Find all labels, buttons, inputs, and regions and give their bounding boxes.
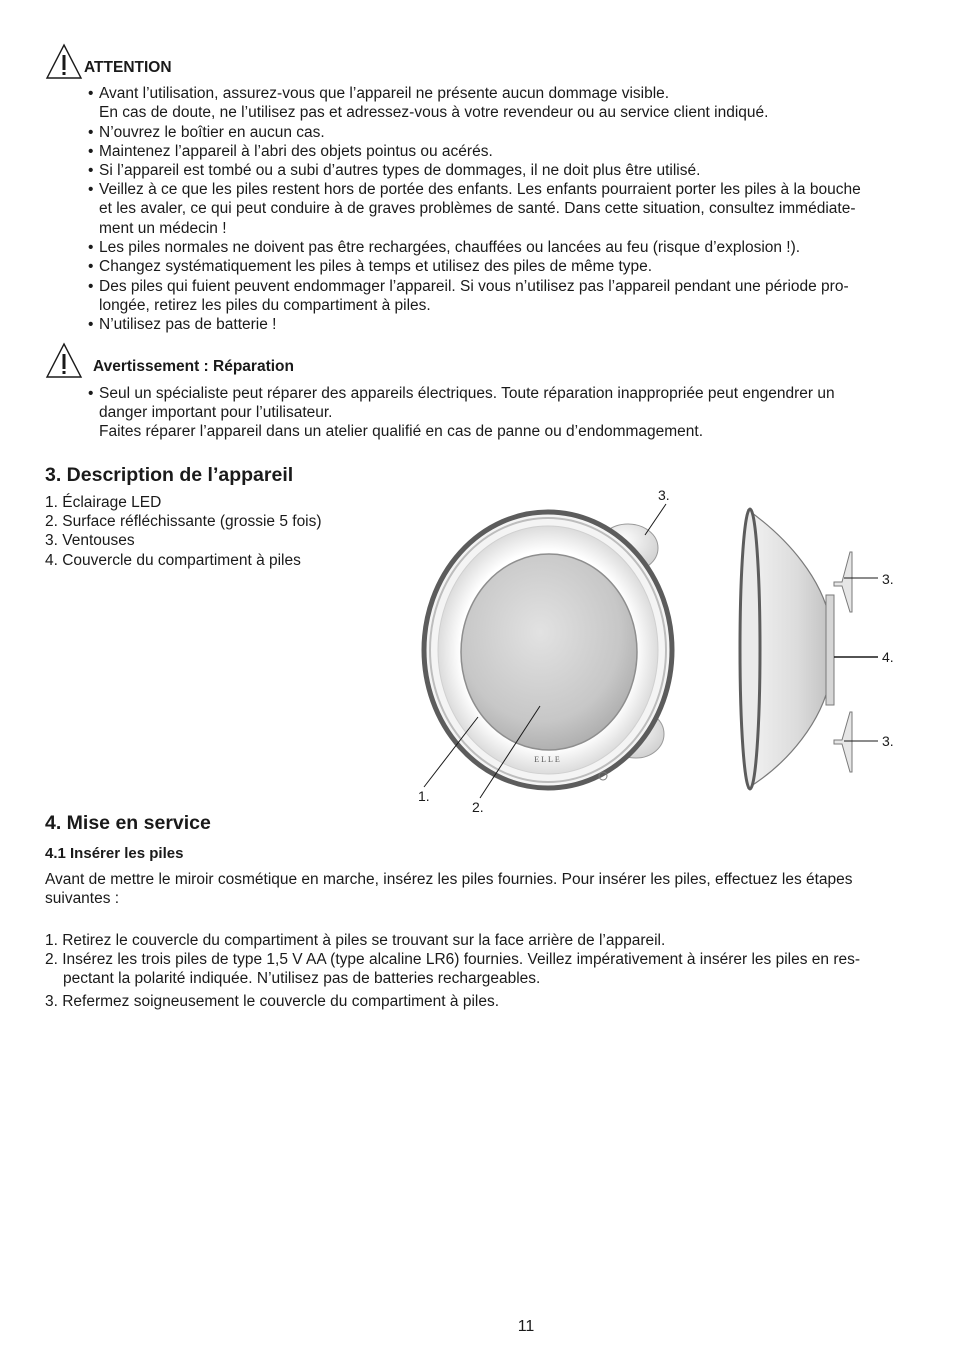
section-4-title: 4. Mise en service xyxy=(45,812,211,834)
attention-item-8-line-2: longée, retirez les piles du compartiment à piles. xyxy=(99,297,431,314)
component-list-item-4: 4. Couvercle du compartiment à piles xyxy=(45,552,301,569)
callout-label-led: 1. xyxy=(418,788,430,804)
warning-triangle-icon xyxy=(45,43,83,81)
attention-title: ATTENTION xyxy=(84,59,172,76)
component-list-item-2: 2. Surface réfléchissante (grossie 5 fois) xyxy=(45,513,322,530)
attention-item-5: • Veillez à ce que les piles restent hors de portée des enfants. Les enfants pourraient porter les piles à la bouche xyxy=(88,181,861,198)
repair-item-1-line-2: danger important pour l’utilisateur. xyxy=(99,404,333,421)
attention-item-5-line-2: et les avaler, ce qui peut conduire à de graves problèmes de santé. Dans cette situation, consultez immédiate- xyxy=(99,200,856,217)
step-2: 2. Insérez les trois piles de type 1,5 V AA (type alcaline LR6) fournies. Veillez impérativement à insérer les piles en res- xyxy=(45,951,861,968)
section-3-title: 3. Description de l’appareil xyxy=(45,464,294,486)
intro-line-2: suivantes : xyxy=(45,890,120,907)
step-3: 3. Refermez soigneusement le couvercle du compartiment à piles. xyxy=(45,993,500,1010)
subsection-4-1-title: 4.1 Insérer les piles xyxy=(45,845,184,862)
component-list-item-1: 1. Éclairage LED xyxy=(45,494,162,511)
step-2-line-2: pectant la polarité indiquée. N’utilisez pas de batteries rechargeables. xyxy=(63,970,541,987)
intro-line-1: Avant de mettre le miroir cosmétique en marche, insérez les piles fournies. Pour insérer les piles, effectuez les étapes xyxy=(45,871,853,888)
page-number: 11 xyxy=(517,1318,535,1335)
repair-item-1-line-3: Faites réparer l’appareil dans un atelier qualifié en cas de panne ou d’endommagement. xyxy=(99,423,704,440)
callout-line-suction-front xyxy=(645,504,666,535)
repair-warning-title: Avertissement : Réparation xyxy=(93,358,294,375)
callout-label-side-cover: 4. xyxy=(882,649,894,665)
attention-item-5-line-3: ment un médecin ! xyxy=(99,220,227,237)
component-list-item-3: 3. Ventouses xyxy=(45,532,135,549)
attention-item-4: • Si l’appareil est tombé ou a subi d’autres types de dommages, il ne doit plus être utilisé. xyxy=(88,162,701,179)
attention-item-1-line-2: En cas de doute, ne l’utilisez pas et adressez-vous à votre revendeur ou au service client indiqué. xyxy=(99,104,769,121)
repair-item-1: • Seul un spécialiste peut réparer des appareils électriques. Toute réparation inappropriée peut engendrer un xyxy=(88,385,835,402)
warning-triangle-icon xyxy=(45,342,83,380)
callout-label-front-suction: 3. xyxy=(658,487,670,503)
attention-item-7: • Changez systématiquement les piles à temps et utilisez des piles de même type. xyxy=(88,258,653,275)
mirror-front-view-illustration xyxy=(400,480,700,820)
callout-label-side-top-suction: 3. xyxy=(882,571,894,587)
side-front-rim xyxy=(740,509,760,789)
attention-item-8: • Des piles qui fuient peuvent endommager l’appareil. Si vous n’utilisez pas l’appareil pendant une période pro- xyxy=(88,278,849,295)
attention-item-6: • Les piles normales ne doivent pas être rechargées, chauffées ou lancées au feu (risque d’explosion !). xyxy=(88,239,801,256)
attention-item-1: • Avant l’utilisation, assurez-vous que l’appareil ne présente aucun dommage visible. xyxy=(88,85,670,102)
side-battery-cover xyxy=(826,595,834,705)
step-1: 1. Retirez le couvercle du compartiment à piles se trouvant sur la face arrière de l’appareil. xyxy=(45,932,666,949)
side-suction-cup-bottom xyxy=(834,712,852,772)
attention-item-2: • N’ouvrez le boîtier en aucun cas. xyxy=(88,124,325,141)
callout-label-side-bottom-suction: 3. xyxy=(882,733,894,749)
side-suction-cup-top xyxy=(834,552,852,612)
mirror-surface xyxy=(461,554,637,750)
attention-item-9: • N’utilisez pas de batterie ! xyxy=(88,316,277,333)
attention-item-3: • Maintenez l’appareil à l’abri des objets pointus ou acérés. xyxy=(88,143,493,160)
brand-logo: ELLE xyxy=(534,755,562,764)
callout-label-mirror: 2. xyxy=(472,799,484,815)
